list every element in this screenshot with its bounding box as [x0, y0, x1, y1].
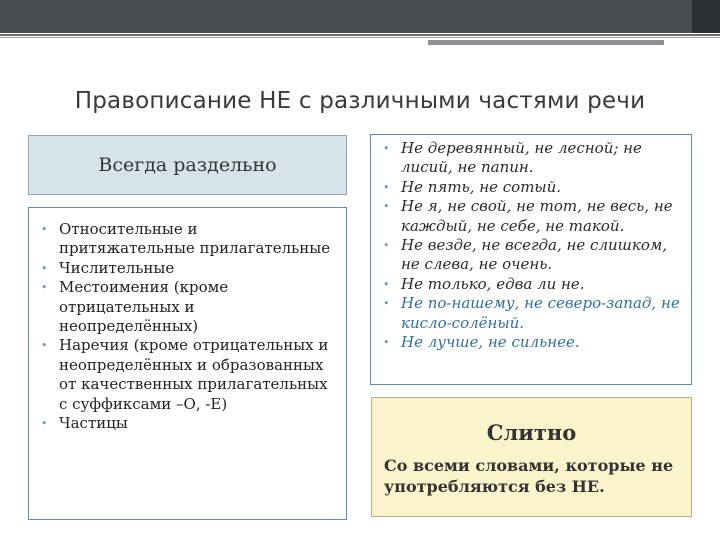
top-bar-accent — [692, 0, 720, 33]
bullet-icon: • — [41, 417, 48, 431]
bullet-icon: • — [41, 223, 48, 236]
list-item: • Числительные — [41, 258, 175, 277]
bullet-icon: • — [41, 261, 48, 275]
bullet-icon: • — [383, 277, 390, 291]
list-item: • Относительные и притяжательные прилагательные — [41, 220, 331, 258]
together-text: Со всеми словами, которые не употребляются без НЕ. — [384, 456, 674, 496]
list-item: • Не только, едва ли не. — [383, 274, 585, 293]
examples-list — [379, 139, 685, 352]
divider — [0, 34, 720, 36]
accent-bar — [428, 40, 664, 45]
list-item: • Не пять, не сотый. — [383, 177, 562, 196]
separate-list — [37, 220, 338, 433]
together-box — [371, 397, 692, 517]
list-item: • Наречия (кроме отрицательных и неопределённых и образованных от качественных прилагательных с суффиксами –О, -Е) — [41, 336, 329, 413]
list-item: • Частицы — [41, 414, 128, 433]
list-item: • Не по-нашему, не северо-запад, не кисло-солёный. — [383, 294, 680, 332]
together-title: Слитно — [486, 420, 577, 445]
list-item: • Не лучше, не сильнее. — [383, 333, 580, 352]
separate-header-text: Всегда раздельно — [98, 154, 277, 176]
bullet-icon: • — [383, 142, 390, 155]
bullet-icon: • — [383, 239, 390, 253]
top-bar — [0, 0, 720, 33]
bullet-icon: • — [383, 200, 390, 214]
list-item: • Не я, не свой, не тот, не весь, не каждый, не себе, не такой. — [383, 197, 673, 235]
bullet-icon: • — [41, 339, 48, 353]
list-item: • Не деревянный, не лесной; не лисий, не папин. — [383, 139, 642, 177]
bullet-icon: • — [383, 180, 390, 194]
separate-list-box — [28, 207, 347, 520]
list-item: • Местоимения (кроме отрицательных и неопределённых) — [41, 278, 229, 336]
examples-box — [370, 134, 692, 385]
slide-title: Правописание НЕ с различными частями речи — [74, 88, 646, 114]
separate-header-box — [28, 135, 347, 195]
list-item: • Не везде, не всегда, не слишком, не слева, не очень. — [383, 236, 668, 274]
bullet-icon: • — [383, 336, 390, 350]
divider — [0, 37, 720, 38]
bullet-icon: • — [383, 297, 390, 311]
bullet-icon: • — [41, 281, 48, 295]
